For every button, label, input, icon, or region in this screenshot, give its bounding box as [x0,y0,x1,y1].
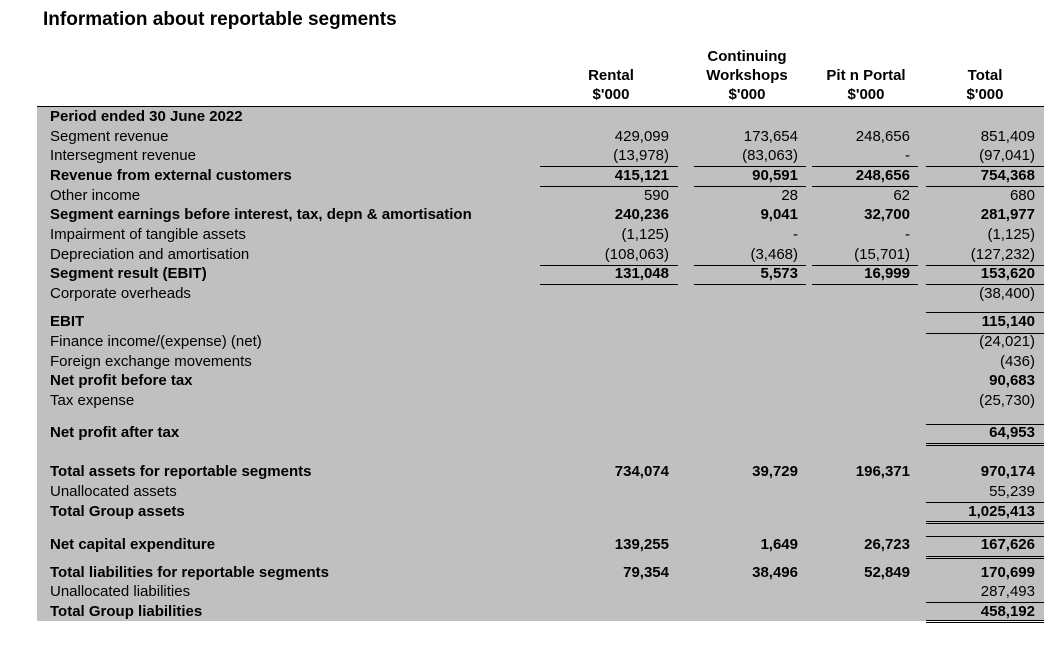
header-line: $'000 [592,86,630,103]
cell-value: 153,620 [980,265,1035,282]
cell-value: (15,701) [854,246,910,263]
cell-value: (83,063) [742,147,798,164]
row-label: Intersegment revenue [50,147,196,164]
subtotal-rule [926,536,1044,537]
row-label: Depreciation and amortisation [50,246,250,263]
row-label: Total liabilities for reportable segments [50,564,329,581]
cell-value: 39,729 [752,463,798,480]
cell-value: 64,953 [989,424,1035,441]
cell-value: 458,192 [980,603,1035,620]
header-line: Total [967,67,1003,84]
total-double-rule [926,556,1044,559]
row-label: Period ended 30 June 2022 [50,108,243,125]
cell-value: 131,048 [614,265,669,282]
subtotal-rule [812,186,918,187]
cell-value: 167,626 [980,536,1035,553]
cell-value: 248,656 [855,128,910,145]
cell-value: 281,977 [980,206,1035,223]
row-label: Tax expense [50,392,135,409]
subtotal-rule [926,166,1044,167]
cell-value: 754,368 [980,167,1035,184]
subtotal-rule [926,502,1044,503]
cell-value: 32,700 [864,206,910,223]
cell-value: 287,493 [980,583,1035,600]
row-label: Net profit after tax [50,424,180,441]
subtotal-rule [812,284,918,285]
total-double-rule [926,521,1044,524]
cell-value: - [793,226,798,243]
row-label: Net capital expenditure [50,536,216,553]
cell-value: 55,239 [989,483,1035,500]
cell-value: (3,468) [750,246,798,263]
header-line: $'000 [966,86,1004,103]
subtotal-rule [694,265,806,266]
header-pit-n-portal [812,48,920,106]
cell-value: 16,999 [864,265,910,282]
row-label: Unallocated liabilities [50,583,191,600]
subtotal-rule [540,284,678,285]
subtotal-rule [926,312,1044,313]
header-rule [37,106,1044,107]
cell-value: 429,099 [614,128,669,145]
subtotal-rule [926,284,1044,285]
header-rental [540,48,682,106]
cell-value: 590 [643,187,669,204]
header-line: Rental [588,67,634,84]
subtotal-rule [812,166,918,167]
row-label: Other income [50,187,141,204]
row-label: Impairment of tangible assets [50,226,246,243]
header-line: Pit n Portal [826,67,906,84]
row-label: Finance income/(expense) (net) [50,333,262,350]
cell-value: 52,849 [864,564,910,581]
cell-value: (24,021) [979,333,1035,350]
subtotal-rule [694,166,806,167]
subtotal-rule [540,265,678,266]
header-line: $'000 [847,86,885,103]
subtotal-rule [926,186,1044,187]
cell-value: 90,683 [989,372,1035,389]
cell-value: (1,125) [987,226,1035,243]
cell-value: (25,730) [979,392,1035,409]
row-label: Total assets for reportable segments [50,463,312,480]
row-label: Total Group liabilities [50,603,203,620]
cell-value: 90,591 [752,167,798,184]
cell-value: 851,409 [980,128,1035,145]
cell-value: (1,125) [621,226,669,243]
cell-value: (13,978) [613,147,669,164]
total-double-rule [926,620,1044,623]
subtotal-rule [926,602,1044,603]
subtotal-rule [694,186,806,187]
cell-value: - [905,147,910,164]
cell-value: (38,400) [979,285,1035,302]
cell-value: 173,654 [743,128,798,145]
cell-value: 680 [1009,187,1035,204]
cell-value: 1,025,413 [968,503,1035,520]
row-label: Segment earnings before interest, tax, depn & amortisation [50,206,472,223]
row-label: Total Group assets [50,503,185,520]
cell-value: 139,255 [614,536,669,553]
page-title: Information about reportable segments [43,9,397,30]
row-label: Unallocated assets [50,483,177,500]
row-label: Corporate overheads [50,285,191,302]
row-label: Segment result (EBIT) [50,265,207,282]
total-double-rule [926,443,1044,446]
cell-value: 9,041 [760,206,798,223]
cell-value: 26,723 [864,536,910,553]
cell-value: 115,140 [981,313,1035,330]
cell-value: 415,121 [614,167,669,184]
cell-value: 248,656 [855,167,910,184]
cell-value: (97,041) [979,147,1035,164]
row-label: EBIT [50,313,85,330]
cell-value: 970,174 [980,463,1035,480]
cell-value: - [905,226,910,243]
row-label: Foreign exchange movements [50,353,252,370]
cell-value: 170,699 [980,564,1035,581]
cell-value: 1,649 [760,536,798,553]
cell-value: 28 [781,187,798,204]
row-label: Net profit before tax [50,372,193,389]
cell-value: 38,496 [752,564,798,581]
subtotal-rule [540,166,678,167]
subtotal-rule [926,265,1044,266]
cell-value: (436) [999,353,1035,370]
cell-value: 79,354 [623,564,669,581]
subtotal-rule [926,333,1044,334]
row-label: Segment revenue [50,128,169,145]
subtotal-rule [540,186,678,187]
cell-value: (108,063) [604,246,669,263]
row-label: Revenue from external customers [50,167,292,184]
cell-value: (127,232) [970,246,1035,263]
header-line: Workshops [706,67,788,84]
header-line: Continuing [707,48,787,65]
header-continuing-workshops [694,48,800,106]
cell-value: 196,371 [855,463,910,480]
header-total [926,48,1044,106]
cell-value: 5,573 [760,265,798,282]
subtotal-rule [926,424,1044,425]
cell-value: 734,074 [614,463,669,480]
header-line: $'000 [728,86,766,103]
subtotal-rule [694,284,806,285]
subtotal-rule [812,265,918,266]
cell-value: 240,236 [614,206,669,223]
cell-value: 62 [893,187,910,204]
